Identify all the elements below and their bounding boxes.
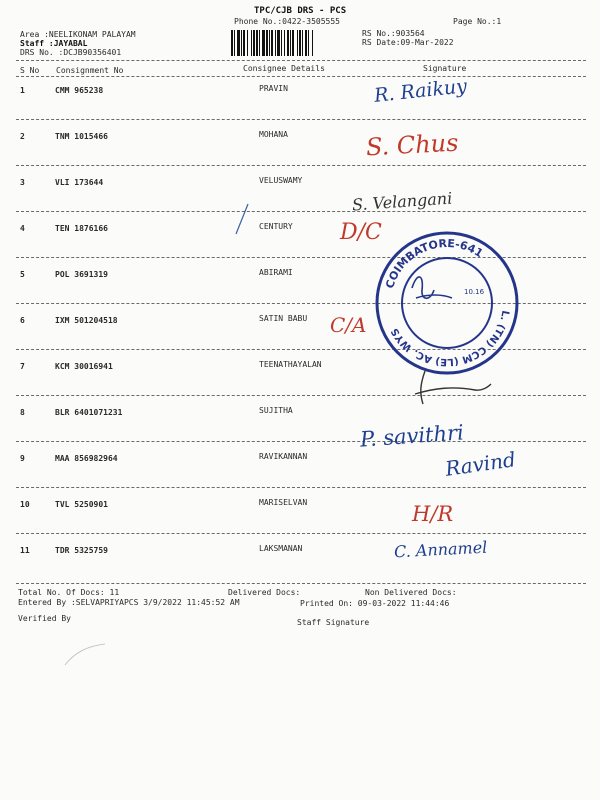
row-consignment-no: KCM 30016941: [55, 362, 113, 371]
total-docs: Total No. Of Docs: 11: [18, 588, 120, 597]
page-number: Page No.:1: [453, 17, 502, 26]
row-consignee-name: SUJITHA: [259, 406, 293, 415]
row-consignee-name: MOHANA: [259, 130, 288, 139]
row-consignee-name: RAVIKANNAN: [259, 452, 308, 461]
col-signature: Signature: [423, 64, 467, 73]
staff-label: Staff :JAYABAL: [20, 39, 88, 48]
row-consignee-name: SATIN BABU: [259, 314, 308, 323]
row-consignment-no: BLR 6401071231: [55, 408, 123, 417]
row-sno: 4: [20, 224, 25, 233]
signature-8: P. savithri: [359, 420, 465, 452]
row-consignment-no: TNM 1015466: [55, 132, 108, 141]
row-consignment-no: CMM 965238: [55, 86, 104, 95]
row-sno: 8: [20, 408, 25, 417]
header-rule-top: [16, 60, 586, 61]
row-consignment-no: POL 3691319: [55, 270, 108, 279]
document-title: TPC/CJB DRS - PCS: [254, 6, 347, 16]
row-divider: [16, 165, 586, 166]
header-rule-bottom: [16, 76, 586, 77]
printed-on: Printed On: 09-03-2022 11:44:46: [300, 599, 450, 608]
row-consignment-no: IXM 501204518: [55, 316, 118, 325]
row-divider: [16, 395, 586, 396]
barcode-image: [230, 30, 354, 56]
signature-6: C/A: [330, 313, 367, 337]
signature-9: Ravind: [443, 447, 518, 481]
area-label: Area :NEELIKONAM PALAYAM: [20, 30, 136, 39]
row-consignment-no: TDR 5325759: [55, 546, 108, 555]
entered-by: Entered By :SELVAPRIYAPCS 3/9/2022 11:45:52 AM: [18, 598, 240, 607]
delivered-docs: Delivered Docs:: [228, 588, 301, 597]
row-consignee-name: LAKSMANAN: [259, 544, 303, 553]
row-sno: 9: [20, 454, 25, 463]
signature-11: C. Annamel: [393, 537, 488, 562]
row-sno: 11: [20, 546, 30, 555]
row-consignment-no: TVL 5250901: [55, 500, 108, 509]
stamp-top-text: COIMBATORE-641: [383, 236, 486, 291]
col-consignee: Consignee Details: [243, 64, 325, 73]
row-divider: [16, 533, 586, 534]
row-consignee-name: CENTURY: [259, 222, 293, 231]
stamp-mid-text: 10.16: [464, 288, 485, 296]
signature-3: S. Velangani: [351, 188, 453, 215]
row-consignee-name: PRAVIN: [259, 84, 288, 93]
row-sno: 6: [20, 316, 25, 325]
non-delivered-docs: Non Delivered Docs:: [365, 588, 457, 597]
row-sno: 5: [20, 270, 25, 279]
row-consignee-name: ABIRAMI: [259, 268, 293, 277]
col-consignment: Consignment No: [56, 66, 124, 75]
pen-slash-mark: [230, 200, 270, 240]
row-consignment-no: MAA 856982964: [55, 454, 118, 463]
row-divider: [16, 119, 586, 120]
row-divider: [16, 441, 586, 442]
row-sno: 7: [20, 362, 25, 371]
phone-number: Phone No.:0422-3505555: [234, 17, 340, 26]
col-sno: S No: [20, 66, 40, 75]
row-sno: 1: [20, 86, 25, 95]
signature-10: H/R: [412, 502, 454, 526]
row-consignee-name: VELUSWAMY: [259, 176, 303, 185]
svg-text:L. (TN) CCM (LE) AC. WYS: [390, 309, 511, 367]
row-sno: 3: [20, 178, 25, 187]
rs-number: RS No.:903564: [362, 29, 425, 38]
drs-number: DRS No. :DCJB90356401: [20, 48, 122, 57]
rs-date: RS Date:09-Mar-2022: [362, 38, 454, 47]
signature-4: D/C: [340, 220, 382, 245]
row-consignee-name: TEENATHAYALAN: [259, 360, 322, 369]
signature-1: R. Raikuy: [373, 75, 468, 107]
signature-2: S. Chus: [365, 128, 460, 162]
scan-mark: [60, 640, 120, 670]
row-consignee-name: MARISELVAN: [259, 498, 308, 507]
row-divider: [16, 211, 586, 212]
office-stamp: [372, 228, 522, 378]
row-sno: 10: [20, 500, 30, 509]
row-consignment-no: VLI 173644: [55, 178, 104, 187]
row-consignment-no: TEN 1876166: [55, 224, 108, 233]
staff-signature: Staff Signature: [297, 618, 370, 627]
row-divider: [16, 487, 586, 488]
footer-rule: [16, 583, 586, 584]
row-sno: 2: [20, 132, 25, 141]
stamp-ring-text: L. (TN) CCM (LE) AC. WYS: [389, 309, 511, 368]
verified-by: Verified By: [18, 614, 71, 623]
